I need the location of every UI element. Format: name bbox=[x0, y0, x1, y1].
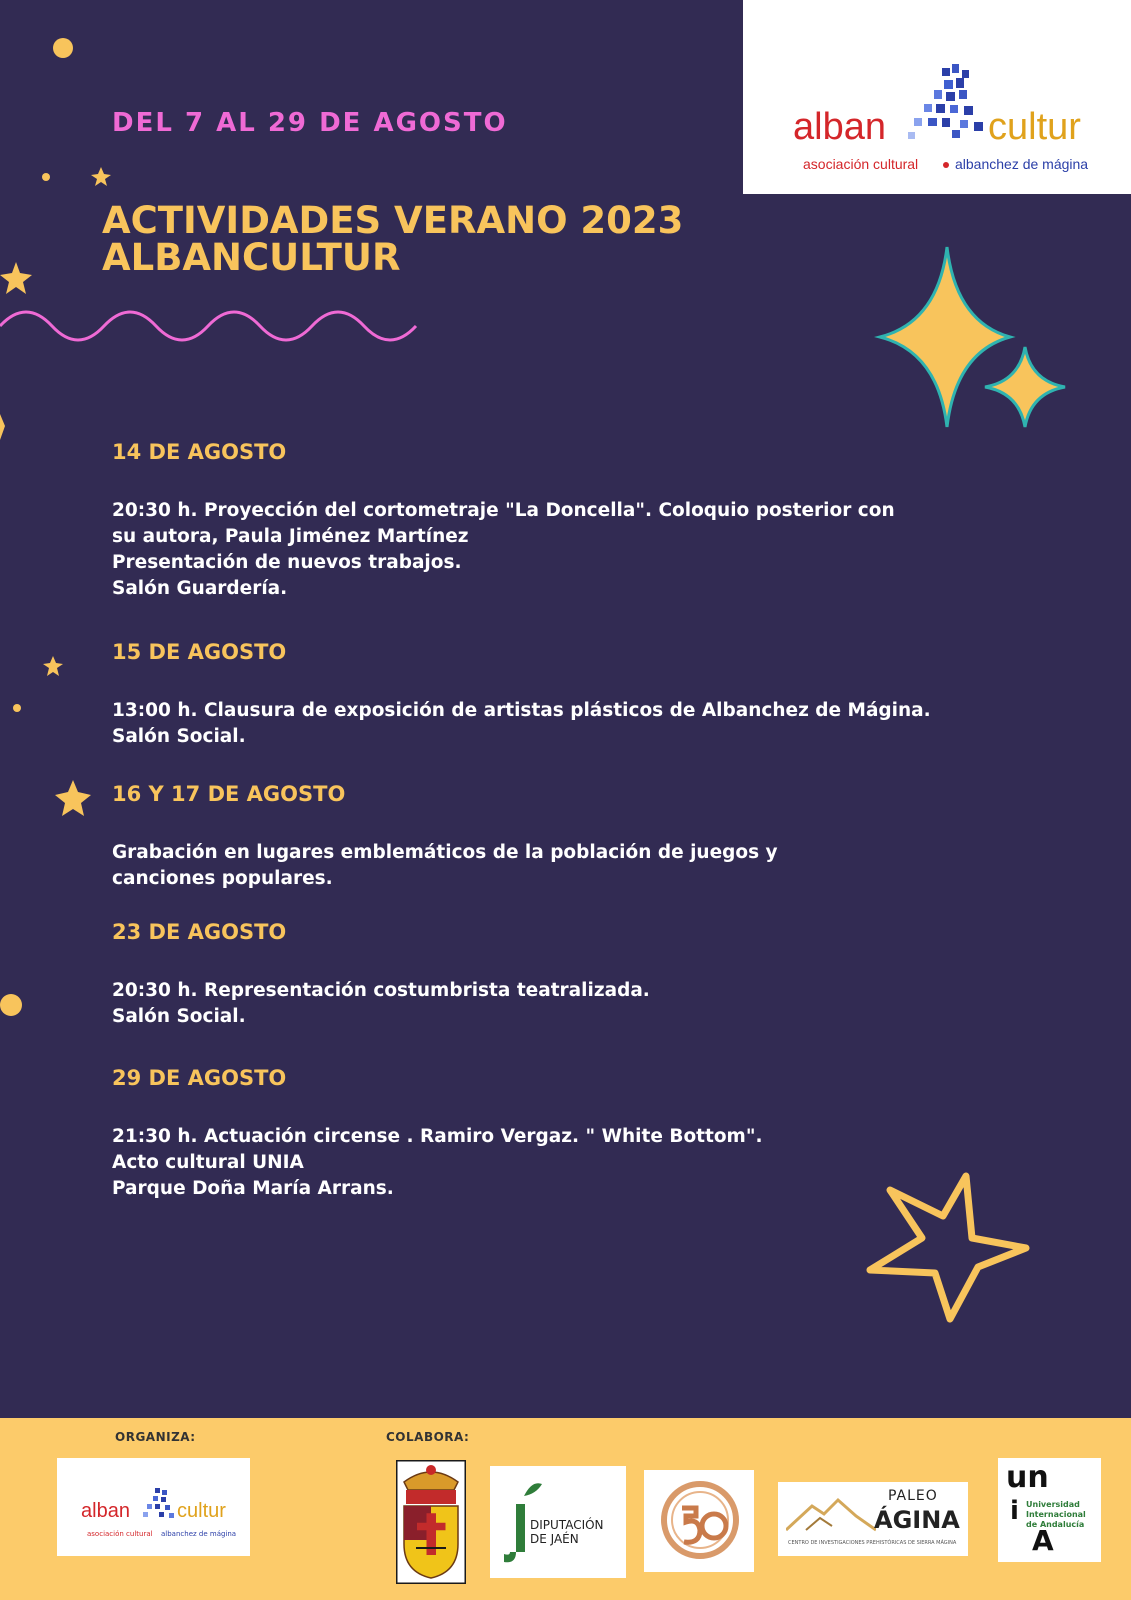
logo-subtitle-left: asociación cultural bbox=[803, 156, 919, 172]
event-line: Parque Doña María Arrans. bbox=[112, 1178, 394, 1199]
albancultur-logo bbox=[743, 0, 1131, 194]
star-icon bbox=[0, 262, 32, 294]
unia-i: i bbox=[1010, 1496, 1019, 1526]
unia-a: A bbox=[1032, 1524, 1054, 1557]
star-icon bbox=[91, 167, 111, 186]
castle-mosaic-icon bbox=[904, 60, 994, 150]
event-line: su autora, Paula Jiménez Martínez bbox=[112, 526, 469, 547]
title-line-1: ACTIVIDADES VERANO 2023 bbox=[102, 199, 684, 242]
star-icon bbox=[0, 414, 5, 440]
logo-subtitle-right: albanchez de mágina bbox=[161, 1530, 237, 1538]
dot-decoration bbox=[0, 994, 22, 1016]
paleo-agina-logo bbox=[778, 1482, 968, 1556]
event-block bbox=[112, 1066, 763, 1202]
page-title bbox=[102, 199, 684, 279]
coat-of-arms-logo bbox=[396, 1460, 466, 1584]
unia-text-2: Internacional bbox=[1026, 1510, 1086, 1519]
sponsors-footer bbox=[0, 1418, 1131, 1600]
sparkle-star-icon bbox=[985, 347, 1065, 427]
colabora-label: COLABORA: bbox=[386, 1430, 470, 1444]
paleo-line-1: PALEO bbox=[888, 1488, 938, 1504]
paleo-caption: CENTRO DE INVESTIGACIONES PREHISTÓRICAS DE SIERRA MÁGINA bbox=[788, 1540, 957, 1546]
mountain-icon bbox=[786, 1496, 876, 1532]
event-date: 23 DE AGOSTO bbox=[112, 920, 287, 944]
event-line: 20:30 h. Representación costumbrista teatralizada. bbox=[112, 980, 650, 1001]
event-line: Salón Guardería. bbox=[112, 578, 288, 599]
anniversary-seal-icon bbox=[660, 1480, 740, 1560]
outline-star-icon bbox=[870, 1176, 1026, 1319]
paleo-line-2: ÁGINA bbox=[874, 1506, 960, 1534]
diputacion-line-2: DE JAÉN bbox=[530, 1532, 579, 1546]
event-block bbox=[112, 640, 931, 750]
castle-mosaic-icon bbox=[141, 1486, 177, 1524]
dot-decoration bbox=[53, 38, 73, 58]
dot-decoration bbox=[13, 704, 21, 712]
logo-subtitle-left: asociación cultural bbox=[87, 1530, 153, 1538]
unia-top: un bbox=[1006, 1460, 1049, 1495]
event-line: 21:30 h. Actuación circense . Ramiro Vergaz. " White Bottom". bbox=[112, 1126, 763, 1147]
event-line: Salón Social. bbox=[112, 726, 246, 747]
date-range: DEL 7 AL 29 DE AGOSTO bbox=[112, 108, 508, 138]
title-line-2: ALBANCULTUR bbox=[102, 236, 401, 279]
event-date: 16 Y 17 DE AGOSTO bbox=[112, 782, 346, 806]
organizer-logo bbox=[57, 1458, 250, 1556]
star-icon bbox=[55, 780, 91, 816]
logo-word-left: alban bbox=[793, 106, 886, 148]
logo-subtitle-right: albanchez de mágina bbox=[955, 156, 1089, 172]
unia-text-3: de Andalucía bbox=[1026, 1520, 1085, 1529]
sparkle-star-icon bbox=[880, 247, 1010, 427]
event-line: canciones populares. bbox=[112, 868, 333, 889]
event-date: 15 DE AGOSTO bbox=[112, 640, 287, 664]
event-block bbox=[112, 782, 778, 892]
wave-decoration bbox=[0, 312, 416, 340]
event-line: Presentación de nuevos trabajos. bbox=[112, 552, 462, 573]
logo-separator-dot bbox=[943, 162, 949, 168]
event-date: 14 DE AGOSTO bbox=[112, 440, 287, 464]
unia-logo bbox=[998, 1458, 1101, 1562]
event-line: Grabación en lugares emblemáticos de la población de juegos y bbox=[112, 842, 778, 863]
diputacion-jaen-logo bbox=[490, 1466, 626, 1578]
logo-word-right: cultur bbox=[177, 1500, 226, 1522]
diputacion-line-1: DIPUTACIÓN bbox=[530, 1518, 604, 1532]
organiza-label: ORGANIZA: bbox=[115, 1430, 196, 1444]
event-line: 20:30 h. Proyección del cortometraje "La Doncella". Coloquio posterior con bbox=[112, 500, 895, 521]
logo-word-right: cultur bbox=[988, 106, 1081, 148]
unia-text-1: Universidad bbox=[1026, 1500, 1080, 1509]
logo-word-left: alban bbox=[81, 1500, 130, 1522]
dot-decoration bbox=[42, 173, 50, 181]
star-icon bbox=[43, 656, 63, 676]
event-line: 13:00 h. Clausura de exposición de artistas plásticos de Albanchez de Mágina. bbox=[112, 700, 931, 721]
event-line: Acto cultural UNIA bbox=[112, 1152, 304, 1173]
anniversary-logo bbox=[644, 1470, 754, 1572]
event-block bbox=[112, 920, 650, 1030]
event-date: 29 DE AGOSTO bbox=[112, 1066, 287, 1090]
event-block bbox=[112, 440, 895, 602]
event-line: Salón Social. bbox=[112, 1006, 246, 1027]
